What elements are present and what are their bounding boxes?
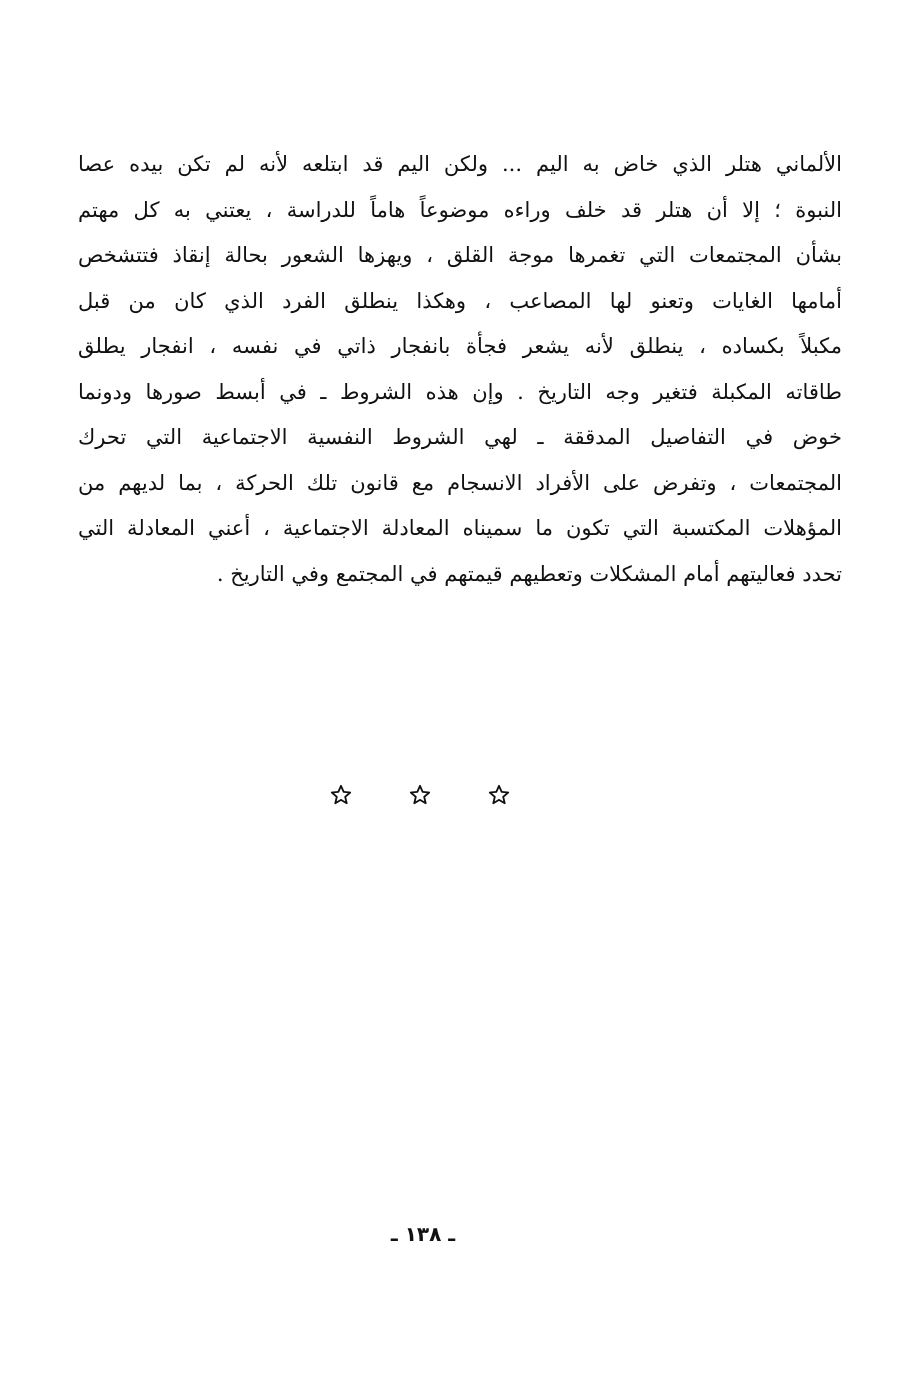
page-number: ـ ١٣٨ ـ bbox=[390, 1222, 456, 1246]
section-break-ornament bbox=[330, 780, 510, 810]
text-line-3: بشأن المجتمعات التي تغمرها موجة القلق ، ويهزها الشعور بحالة إنقاذ فتتشخص bbox=[78, 243, 842, 267]
text-line-2: النبوة ؛ إلا أن هتلر قد خلف وراءه موضوعاً هاماً للدراسة ، يعتني به كل مهتم bbox=[78, 197, 842, 222]
text-line-9: المؤهلات المكتسبة التي تكون ما سميناه المعادلة الاجتماعية ، أعني المعادلة التي bbox=[78, 516, 842, 540]
text-line-10: تحدد فعاليتهم أمام المشكلات وتعطيهم قيمتهم في المجتمع وفي التاريخ . bbox=[216, 561, 842, 586]
text-line-1: الألماني هتلر الذي خاض به اليم ... ولكن اليم قد ابتلعه لأنه لم تكن بيده عصا bbox=[78, 152, 842, 176]
text-line-5: مكبلاً بكساده ، ينطلق لأنه يشعر فجأة بانفجار ذاتي في نفسه ، انفجار يطلق bbox=[78, 334, 842, 358]
text-line-4: أمامها الغايات وتعنو لها المصاعب ، وهكذا ينطلق الفرد الذي كان من قبل bbox=[78, 288, 842, 313]
star-outline-icon bbox=[409, 784, 431, 806]
star-outline-icon bbox=[488, 784, 510, 806]
body-paragraph bbox=[78, 142, 842, 597]
text-line-7: خوض في التفاصيل المدققة ـ لهي الشروط النفسية الاجتماعية التي تحرك bbox=[78, 425, 842, 449]
text-line-8: المجتمعات ، وتفرض على الأفراد الانسجام مع قانون تلك الحركة ، بما لديهم من bbox=[78, 470, 842, 495]
star-outline-icon bbox=[330, 784, 352, 806]
text-line-6: طاقاته المكبلة فتغير وجه التاريخ . وإن هذه الشروط ـ في أبسط صورها ودونما bbox=[78, 379, 842, 404]
